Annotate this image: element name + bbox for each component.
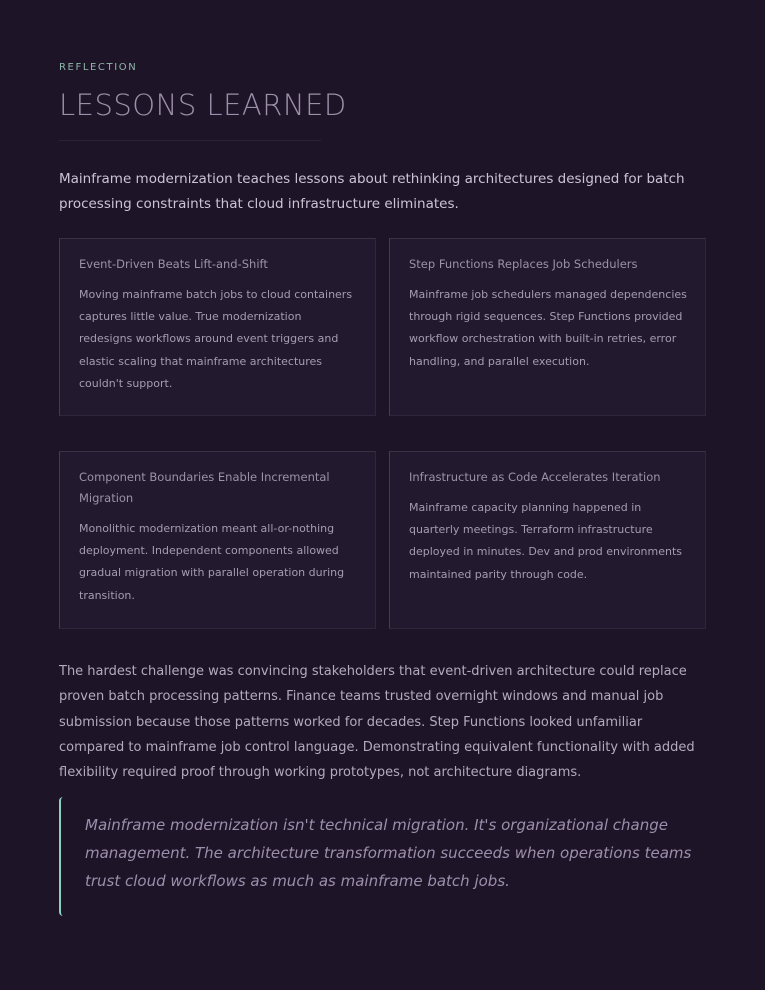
lesson-card-body: Moving mainframe batch jobs to cloud containers captures little value. True modernization redesigns workflows around event triggers and elastic scaling that mainframe architectures couldn't support. xyxy=(79,288,353,390)
pull-quote-text: Mainframe modernization isn't technical migration. It's organizational change management. The architecture transformation succeeds when operations teams trust cloud workflows as much as mainframe batch jobs. xyxy=(85,816,692,890)
lesson-card-body: Monolithic modernization meant all-or-nothing deployment. Independent components allowed gradual migration with parallel operation during transition. xyxy=(79,522,345,602)
lesson-card xyxy=(59,451,376,629)
section-eyebrow: REFLECTION xyxy=(59,62,138,73)
lesson-card xyxy=(59,238,376,416)
intro-paragraph: Mainframe modernization teaches lessons about rethinking architectures designed for batch processing constraints that cloud infrastructure eliminates. xyxy=(59,171,685,212)
page-title: LESSONS LEARNED xyxy=(59,88,347,122)
body-paragraph: The hardest challenge was convincing stakeholders that event-driven architecture could replace proven batch processing patterns. Finance teams trusted overnight windows and manual job submission because those patterns worked for decades. Step Functions looked unfamiliar compared to mainframe job control language. Demonstrating equivalent functionality with added flexibility required proof through working prototypes, not architecture diagrams. xyxy=(59,664,695,781)
title-divider xyxy=(59,140,321,141)
lesson-card xyxy=(389,238,706,416)
lesson-card xyxy=(389,451,706,629)
pull-quote xyxy=(59,797,699,916)
lesson-card-title: Infrastructure as Code Accelerates Iteration xyxy=(409,470,661,484)
lesson-card-title: Event-Driven Beats Lift-and-Shift xyxy=(79,257,268,271)
lesson-card-title: Component Boundaries Enable Incremental Migration xyxy=(79,470,330,505)
lesson-card-title: Step Functions Replaces Job Schedulers xyxy=(409,257,638,271)
lesson-card-body: Mainframe capacity planning happened in quarterly meetings. Terraform infrastructure deployed in minutes. Dev and prod environments maintained parity through code. xyxy=(409,501,683,581)
lesson-card-body: Mainframe job schedulers managed dependencies through rigid sequences. Step Functions provided workflow orchestration with built-in retries, error handling, and parallel execution. xyxy=(409,288,687,368)
